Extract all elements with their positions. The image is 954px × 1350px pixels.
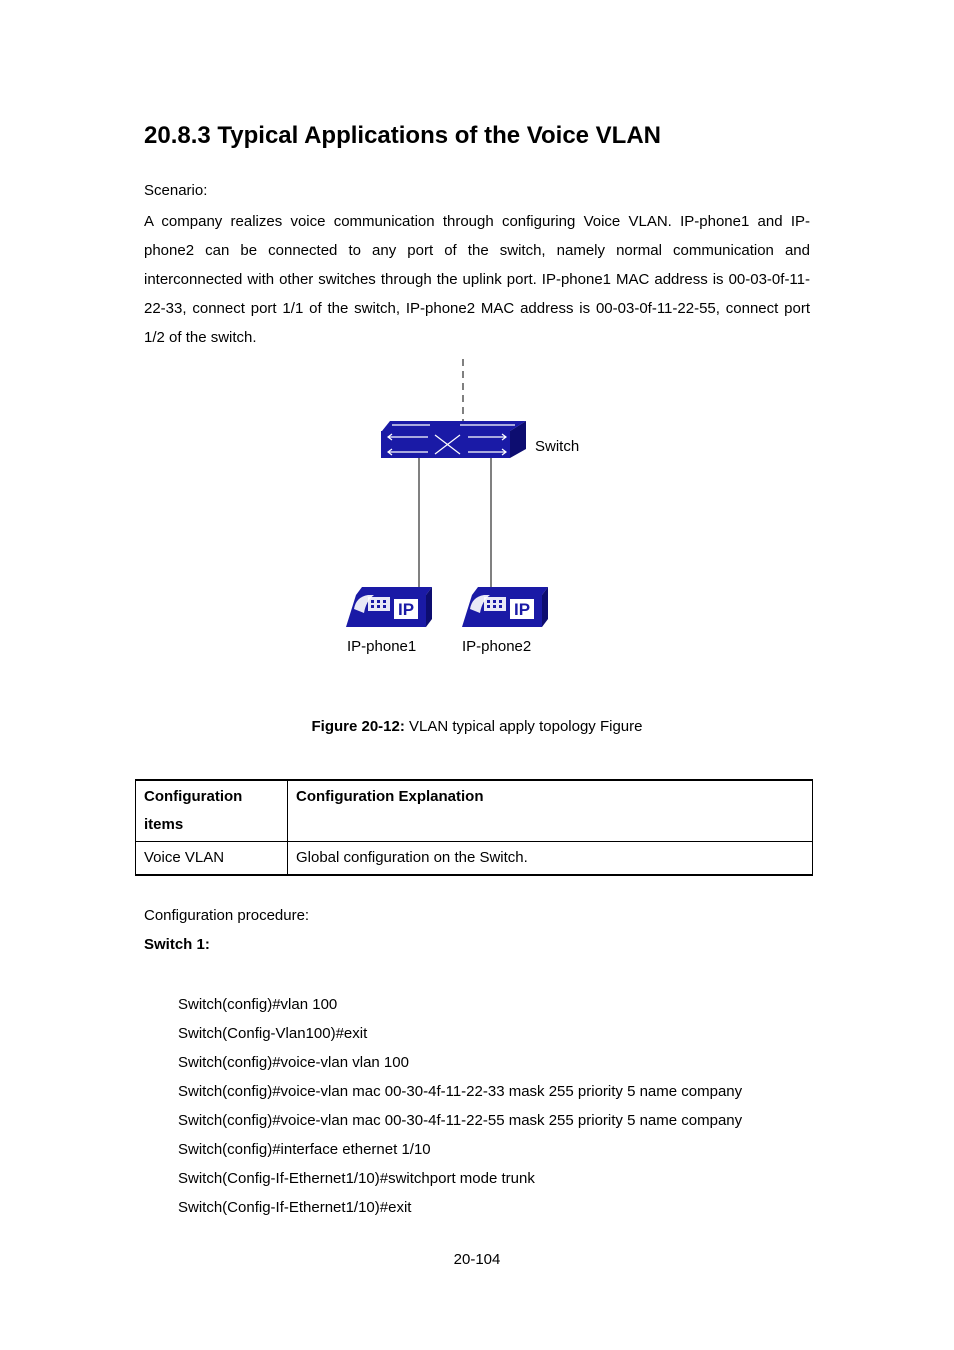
- command-line: Switch(config)#voice-vlan mac 00-30-4f-11-22-33 mask 255 priority 5 name company: [178, 1083, 743, 1100]
- command-line: Switch(config)#voice-vlan vlan 100: [178, 1054, 409, 1071]
- ip-phone1-icon: [346, 587, 432, 627]
- scenario-label: Scenario:: [144, 182, 208, 199]
- switch-icon: [381, 421, 526, 458]
- figure-caption-text: VLAN typical apply topology Figure: [404, 718, 643, 735]
- switch-heading: Switch 1:: [144, 936, 210, 953]
- ip-phone2-icon: [462, 587, 548, 627]
- scenario-paragraph: A company realizes voice communication through configuring Voice VLAN. IP-phone1 and IP-phone2 can be connected to any port of the switch, namely normal communication and interconnected with other switches through the uplink port. IP-phone1 MAC address is 00-03-0f-11-22-33, connect port 1/1 of the switch, IP-phone2 MAC address is 00-03-0f-11-22-55, connect port 1/2 of the switch.: [144, 213, 810, 346]
- figure-caption-number: Figure 20-12:: [311, 718, 405, 735]
- header-configuration-explanation: Configuration Explanation: [288, 780, 813, 842]
- command-line: Switch(Config-If-Ethernet1/10)#switchport mode trunk: [178, 1170, 535, 1187]
- table-header-row: [136, 780, 813, 842]
- page-number: 20-104: [453, 1251, 501, 1268]
- header-configuration-items: Configuration items: [136, 780, 288, 842]
- command-line: Switch(Config-Vlan100)#exit: [178, 1025, 368, 1042]
- topology-figure: [300, 355, 660, 665]
- ip-badge-1: IP: [397, 600, 415, 619]
- page-heading: 20.8.3 Typical Applications of the Voice VLAN: [144, 122, 662, 149]
- switch-label: Switch: [535, 438, 580, 455]
- ip-phone2-label: IP-phone2: [462, 638, 532, 655]
- procedure-label: Configuration procedure:: [144, 907, 310, 924]
- table-cell: Global configuration on the Switch.: [288, 842, 813, 876]
- ip-phone1-label: IP-phone1: [347, 638, 417, 655]
- command-list: [178, 990, 742, 1222]
- table-cell: Voice VLAN: [136, 842, 288, 876]
- table-row: [136, 842, 813, 876]
- command-line: Switch(config)#voice-vlan mac 00-30-4f-11-22-55 mask 255 priority 5 name company: [178, 1112, 743, 1129]
- figure-caption: [0, 718, 954, 735]
- configuration-table: [135, 779, 813, 876]
- command-line: Switch(Config-If-Ethernet1/10)#exit: [178, 1199, 412, 1216]
- ip-badge-2: IP: [513, 600, 531, 619]
- command-line: Switch(config)#vlan 100: [178, 996, 338, 1013]
- topology-diagram: [300, 355, 660, 665]
- command-line: Switch(config)#interface ethernet 1/10: [178, 1141, 431, 1158]
